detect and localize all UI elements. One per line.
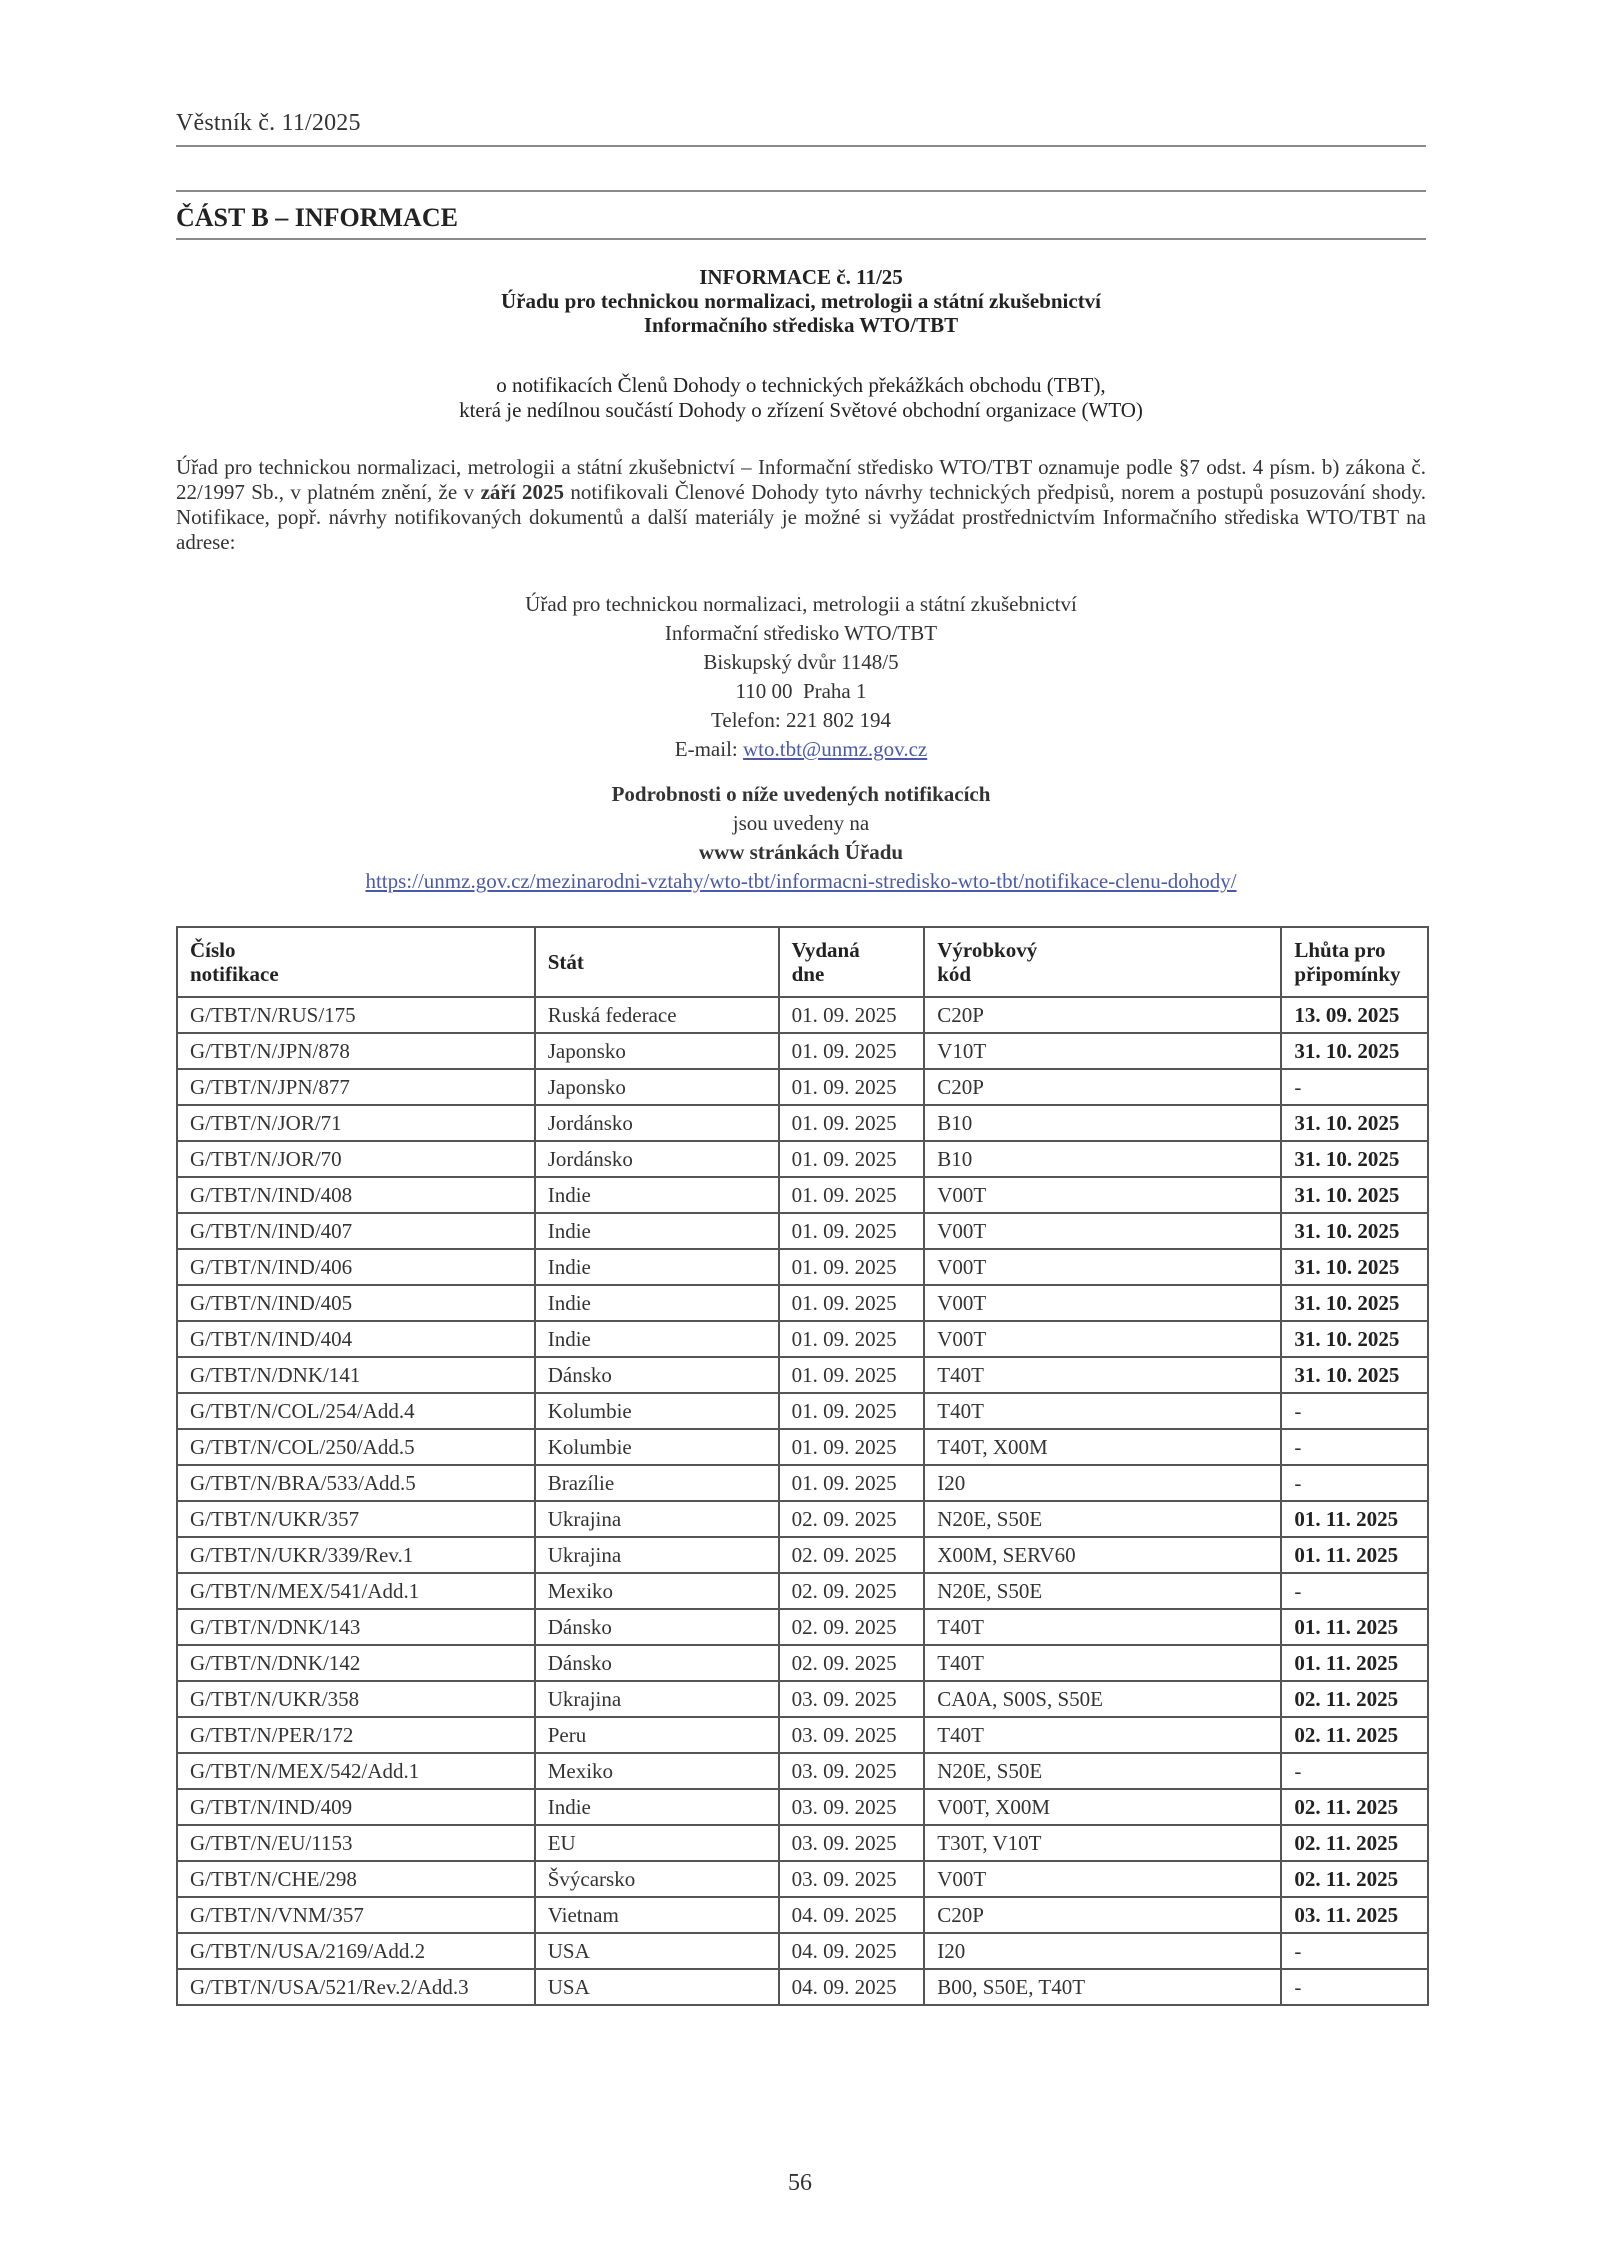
table-body bbox=[177, 997, 1428, 2005]
cell-number: G/TBT/N/JOR/70 bbox=[177, 1141, 535, 1177]
cell-code: T40T bbox=[924, 1717, 1281, 1753]
cell-number: G/TBT/N/BRA/533/Add.5 bbox=[177, 1465, 535, 1501]
cell-deadline: 13. 09. 2025 bbox=[1281, 997, 1428, 1033]
cell-issued: 04. 09. 2025 bbox=[779, 1897, 925, 1933]
cell-deadline: - bbox=[1281, 1429, 1428, 1465]
cell-code: N20E, S50E bbox=[924, 1753, 1281, 1789]
cell-issued: 01. 09. 2025 bbox=[779, 1033, 925, 1069]
table-row bbox=[177, 1861, 1428, 1897]
cell-issued: 01. 09. 2025 bbox=[779, 997, 925, 1033]
cell-code: N20E, S50E bbox=[924, 1573, 1281, 1609]
table-row bbox=[177, 997, 1428, 1033]
cell-number: G/TBT/N/IND/408 bbox=[177, 1177, 535, 1213]
table-row bbox=[177, 1609, 1428, 1645]
cell-number: G/TBT/N/IND/407 bbox=[177, 1213, 535, 1249]
cell-country: Indie bbox=[535, 1321, 779, 1357]
cell-issued: 01. 09. 2025 bbox=[779, 1177, 925, 1213]
cell-deadline: 02. 11. 2025 bbox=[1281, 1825, 1428, 1861]
cell-issued: 01. 09. 2025 bbox=[779, 1321, 925, 1357]
cell-deadline: 02. 11. 2025 bbox=[1281, 1681, 1428, 1717]
cell-country: Dánsko bbox=[535, 1357, 779, 1393]
cell-country: Indie bbox=[535, 1249, 779, 1285]
cell-issued: 02. 09. 2025 bbox=[779, 1609, 925, 1645]
cell-code: V00T bbox=[924, 1321, 1281, 1357]
cell-country: Peru bbox=[535, 1717, 779, 1753]
cell-deadline: 31. 10. 2025 bbox=[1281, 1321, 1428, 1357]
cell-deadline: - bbox=[1281, 1465, 1428, 1501]
cell-deadline: - bbox=[1281, 1969, 1428, 2005]
section-rule-top bbox=[176, 190, 1426, 192]
cell-deadline: 01. 11. 2025 bbox=[1281, 1537, 1428, 1573]
header-issued: Vydaná dne bbox=[779, 927, 925, 997]
cell-issued: 03. 09. 2025 bbox=[779, 1789, 925, 1825]
cell-issued: 03. 09. 2025 bbox=[779, 1717, 925, 1753]
table-row bbox=[177, 1753, 1428, 1789]
table-row bbox=[177, 1681, 1428, 1717]
header-deadline: Lhůta pro připomínky bbox=[1281, 927, 1428, 997]
cell-deadline: 03. 11. 2025 bbox=[1281, 1897, 1428, 1933]
document-subtitle bbox=[176, 373, 1426, 423]
table-row bbox=[177, 1213, 1428, 1249]
details-line-1: Podrobnosti o níže uvedených notifikacích bbox=[611, 782, 991, 806]
cell-country: Indie bbox=[535, 1177, 779, 1213]
cell-code: I20 bbox=[924, 1933, 1281, 1969]
title-line-1: INFORMACE č. 11/25 bbox=[699, 265, 903, 289]
document-title bbox=[176, 265, 1426, 337]
cell-number: G/TBT/N/IND/404 bbox=[177, 1321, 535, 1357]
cell-issued: 01. 09. 2025 bbox=[779, 1105, 925, 1141]
intro-paragraph bbox=[176, 455, 1426, 555]
title-line-3: Informačního střediska WTO/TBT bbox=[643, 313, 959, 337]
cell-number: G/TBT/N/RUS/175 bbox=[177, 997, 535, 1033]
cell-country: Japonsko bbox=[535, 1033, 779, 1069]
header-number: Číslo notifikace bbox=[177, 927, 535, 997]
cell-country: Švýcarsko bbox=[535, 1861, 779, 1897]
cell-deadline: 01. 11. 2025 bbox=[1281, 1645, 1428, 1681]
table-row bbox=[177, 1393, 1428, 1429]
cell-code: T40T bbox=[924, 1357, 1281, 1393]
cell-country: Kolumbie bbox=[535, 1429, 779, 1465]
section-title: ČÁST B – INFORMACE bbox=[176, 203, 458, 232]
table-row bbox=[177, 1357, 1428, 1393]
details-line-3: www stránkách Úřadu bbox=[698, 840, 904, 864]
table-row bbox=[177, 1069, 1428, 1105]
cell-country: Mexiko bbox=[535, 1753, 779, 1789]
title-line-2: Úřadu pro technickou normalizaci, metrologii a státní zkušebnictví bbox=[500, 289, 1102, 313]
cell-country: Mexiko bbox=[535, 1573, 779, 1609]
cell-country: Kolumbie bbox=[535, 1393, 779, 1429]
cell-number: G/TBT/N/COL/250/Add.5 bbox=[177, 1429, 535, 1465]
cell-code: V00T bbox=[924, 1249, 1281, 1285]
address-block bbox=[176, 590, 1426, 764]
cell-deadline: 31. 10. 2025 bbox=[1281, 1033, 1428, 1069]
address-line-1: Úřad pro technickou normalizaci, metrologii a státní zkušebnictví bbox=[525, 592, 1077, 616]
cell-number: G/TBT/N/VNM/357 bbox=[177, 1897, 535, 1933]
table-row bbox=[177, 1177, 1428, 1213]
table-header-row bbox=[177, 927, 1428, 997]
table-row bbox=[177, 1105, 1428, 1141]
cell-code: V00T bbox=[924, 1177, 1281, 1213]
cell-deadline: - bbox=[1281, 1753, 1428, 1789]
intro-text-2: notifikovali Členové Dohody tyto návrhy technických předpisů, norem a postupů posuzování shody. Notifikace, popř. návrhy notifikovaných dokumentů a další materiály je možné si vyžádat prostřednictvím Informačního střediska WTO/TBT na adrese: bbox=[176, 480, 1427, 554]
cell-code: B10 bbox=[924, 1141, 1281, 1177]
cell-deadline: 02. 11. 2025 bbox=[1281, 1789, 1428, 1825]
cell-deadline: 02. 11. 2025 bbox=[1281, 1717, 1428, 1753]
table-row bbox=[177, 1825, 1428, 1861]
table-row bbox=[177, 1285, 1428, 1321]
table-row bbox=[177, 1429, 1428, 1465]
cell-issued: 01. 09. 2025 bbox=[779, 1429, 925, 1465]
cell-issued: 04. 09. 2025 bbox=[779, 1933, 925, 1969]
cell-number: G/TBT/N/IND/409 bbox=[177, 1789, 535, 1825]
header-country: Stát bbox=[535, 927, 779, 997]
cell-country: Ukrajina bbox=[535, 1501, 779, 1537]
table-row bbox=[177, 1321, 1428, 1357]
cell-code: C20P bbox=[924, 997, 1281, 1033]
cell-country: Brazílie bbox=[535, 1465, 779, 1501]
cell-code: V00T, X00M bbox=[924, 1789, 1281, 1825]
cell-deadline: 31. 10. 2025 bbox=[1281, 1105, 1428, 1141]
email-link[interactable]: wto.tbt@unmz.gov.cz bbox=[743, 737, 928, 761]
cell-number: G/TBT/N/IND/406 bbox=[177, 1249, 535, 1285]
cell-number: G/TBT/N/JOR/71 bbox=[177, 1105, 535, 1141]
cell-issued: 03. 09. 2025 bbox=[779, 1825, 925, 1861]
details-line-2: jsou uvedeny na bbox=[732, 811, 870, 835]
cell-number: G/TBT/N/PER/172 bbox=[177, 1717, 535, 1753]
cell-number: G/TBT/N/USA/521/Rev.2/Add.3 bbox=[177, 1969, 535, 2005]
email-label: E-mail: bbox=[674, 737, 744, 761]
cell-issued: 02. 09. 2025 bbox=[779, 1645, 925, 1681]
cell-issued: 02. 09. 2025 bbox=[779, 1573, 925, 1609]
cell-number: G/TBT/N/DNK/142 bbox=[177, 1645, 535, 1681]
address-phone: Telefon: 221 802 194 bbox=[711, 708, 891, 732]
cell-deadline: 01. 11. 2025 bbox=[1281, 1501, 1428, 1537]
cell-number: G/TBT/N/UKR/357 bbox=[177, 1501, 535, 1537]
cell-number: G/TBT/N/UKR/339/Rev.1 bbox=[177, 1537, 535, 1573]
cell-code: CA0A, S00S, S50E bbox=[924, 1681, 1281, 1717]
cell-issued: 01. 09. 2025 bbox=[779, 1357, 925, 1393]
cell-issued: 01. 09. 2025 bbox=[779, 1393, 925, 1429]
cell-issued: 03. 09. 2025 bbox=[779, 1861, 925, 1897]
cell-number: G/TBT/N/JPN/877 bbox=[177, 1069, 535, 1105]
cell-code: N20E, S50E bbox=[924, 1501, 1281, 1537]
cell-country: Indie bbox=[535, 1213, 779, 1249]
cell-code: V00T bbox=[924, 1285, 1281, 1321]
cell-number: G/TBT/N/DNK/143 bbox=[177, 1609, 535, 1645]
cell-issued: 03. 09. 2025 bbox=[779, 1753, 925, 1789]
cell-deadline: 02. 11. 2025 bbox=[1281, 1861, 1428, 1897]
cell-country: Indie bbox=[535, 1285, 779, 1321]
cell-country: Ukrajina bbox=[535, 1681, 779, 1717]
table-row bbox=[177, 1033, 1428, 1069]
header-code: Výrobkový kód bbox=[924, 927, 1281, 997]
cell-country: Ukrajina bbox=[535, 1537, 779, 1573]
cell-number: G/TBT/N/CHE/298 bbox=[177, 1861, 535, 1897]
cell-issued: 03. 09. 2025 bbox=[779, 1681, 925, 1717]
cell-country: EU bbox=[535, 1825, 779, 1861]
cell-code: C20P bbox=[924, 1069, 1281, 1105]
cell-issued: 02. 09. 2025 bbox=[779, 1501, 925, 1537]
cell-deadline: 31. 10. 2025 bbox=[1281, 1213, 1428, 1249]
cell-code: T40T bbox=[924, 1645, 1281, 1681]
cell-number: G/TBT/N/IND/405 bbox=[177, 1285, 535, 1321]
cell-issued: 04. 09. 2025 bbox=[779, 1969, 925, 2005]
running-header: Věstník č. 11/2025 bbox=[176, 110, 361, 136]
cell-issued: 01. 09. 2025 bbox=[779, 1249, 925, 1285]
cell-country: Indie bbox=[535, 1789, 779, 1825]
cell-issued: 02. 09. 2025 bbox=[779, 1537, 925, 1573]
cell-number: G/TBT/N/UKR/358 bbox=[177, 1681, 535, 1717]
header-rule bbox=[176, 145, 1426, 147]
table-row bbox=[177, 1969, 1428, 2005]
cell-code: B10 bbox=[924, 1105, 1281, 1141]
subtitle-line-1: o notifikacích Členů Dohody o technických překážkách obchodu (TBT), bbox=[496, 373, 1106, 397]
cell-deadline: 31. 10. 2025 bbox=[1281, 1285, 1428, 1321]
cell-deadline: - bbox=[1281, 1573, 1428, 1609]
cell-code: C20P bbox=[924, 1897, 1281, 1933]
cell-code: V00T bbox=[924, 1213, 1281, 1249]
table-row bbox=[177, 1501, 1428, 1537]
table-row bbox=[177, 1573, 1428, 1609]
cell-country: USA bbox=[535, 1969, 779, 2005]
notifications-table bbox=[176, 926, 1429, 2006]
table-row bbox=[177, 1141, 1428, 1177]
cell-deadline: 01. 11. 2025 bbox=[1281, 1609, 1428, 1645]
cell-issued: 01. 09. 2025 bbox=[779, 1069, 925, 1105]
cell-number: G/TBT/N/DNK/141 bbox=[177, 1357, 535, 1393]
cell-deadline: 31. 10. 2025 bbox=[1281, 1357, 1428, 1393]
section-rule-bottom bbox=[176, 238, 1426, 240]
cell-code: T40T, X00M bbox=[924, 1429, 1281, 1465]
cell-number: G/TBT/N/MEX/542/Add.1 bbox=[177, 1753, 535, 1789]
cell-code: T40T bbox=[924, 1393, 1281, 1429]
cell-country: Japonsko bbox=[535, 1069, 779, 1105]
table-row bbox=[177, 1645, 1428, 1681]
cell-country: Vietnam bbox=[535, 1897, 779, 1933]
address-line-3: Biskupský dvůr 1148/5 bbox=[703, 650, 899, 674]
cell-code: V00T bbox=[924, 1861, 1281, 1897]
table-row bbox=[177, 1789, 1428, 1825]
cell-code: B00, S50E, T40T bbox=[924, 1969, 1281, 2005]
cell-country: Dánsko bbox=[535, 1645, 779, 1681]
details-url-link[interactable]: https://unmz.gov.cz/mezinarodni-vztahy/wto-tbt/informacni-stredisko-wto-tbt/notifikace-clenu-dohody/ bbox=[365, 869, 1237, 893]
cell-country: Ruská federace bbox=[535, 997, 779, 1033]
cell-number: G/TBT/N/JPN/878 bbox=[177, 1033, 535, 1069]
intro-text-1: Úřad pro technickou normalizaci, metrologii a státní zkušebnictví – Informační středisko WTO/TBT oznamuje podle §7 odst. 4 písm. b) zákona č. 22/1997 Sb., v platném znění, že v bbox=[176, 455, 1426, 504]
cell-country: USA bbox=[535, 1933, 779, 1969]
cell-code: I20 bbox=[924, 1465, 1281, 1501]
details-block bbox=[176, 780, 1426, 896]
cell-number: G/TBT/N/MEX/541/Add.1 bbox=[177, 1573, 535, 1609]
cell-issued: 01. 09. 2025 bbox=[779, 1285, 925, 1321]
table-row bbox=[177, 1717, 1428, 1753]
cell-deadline: 31. 10. 2025 bbox=[1281, 1141, 1428, 1177]
table-row bbox=[177, 1537, 1428, 1573]
table-row bbox=[177, 1465, 1428, 1501]
cell-code: X00M, SERV60 bbox=[924, 1537, 1281, 1573]
table-row bbox=[177, 1249, 1428, 1285]
intro-month-bold: září 2025 bbox=[480, 480, 564, 504]
address-email bbox=[176, 735, 1426, 764]
subtitle-line-2: která je nedílnou součástí Dohody o zřízení Světové obchodní organizace (WTO) bbox=[459, 398, 1143, 422]
cell-number: G/TBT/N/EU/1153 bbox=[177, 1825, 535, 1861]
cell-country: Jordánsko bbox=[535, 1105, 779, 1141]
cell-country: Dánsko bbox=[535, 1609, 779, 1645]
cell-deadline: 31. 10. 2025 bbox=[1281, 1177, 1428, 1213]
table-row bbox=[177, 1897, 1428, 1933]
cell-deadline: - bbox=[1281, 1069, 1428, 1105]
address-line-4: 110 00 Praha 1 bbox=[735, 679, 867, 703]
cell-issued: 01. 09. 2025 bbox=[779, 1213, 925, 1249]
cell-number: G/TBT/N/COL/254/Add.4 bbox=[177, 1393, 535, 1429]
page-number: 56 bbox=[788, 2170, 812, 2196]
cell-issued: 01. 09. 2025 bbox=[779, 1141, 925, 1177]
cell-deadline: - bbox=[1281, 1933, 1428, 1969]
cell-code: T30T, V10T bbox=[924, 1825, 1281, 1861]
address-line-2: Informační středisko WTO/TBT bbox=[664, 621, 938, 645]
table-row bbox=[177, 1933, 1428, 1969]
cell-code: V10T bbox=[924, 1033, 1281, 1069]
cell-deadline: 31. 10. 2025 bbox=[1281, 1249, 1428, 1285]
cell-deadline: - bbox=[1281, 1393, 1428, 1429]
cell-code: T40T bbox=[924, 1609, 1281, 1645]
cell-country: Jordánsko bbox=[535, 1141, 779, 1177]
cell-issued: 01. 09. 2025 bbox=[779, 1465, 925, 1501]
cell-number: G/TBT/N/USA/2169/Add.2 bbox=[177, 1933, 535, 1969]
